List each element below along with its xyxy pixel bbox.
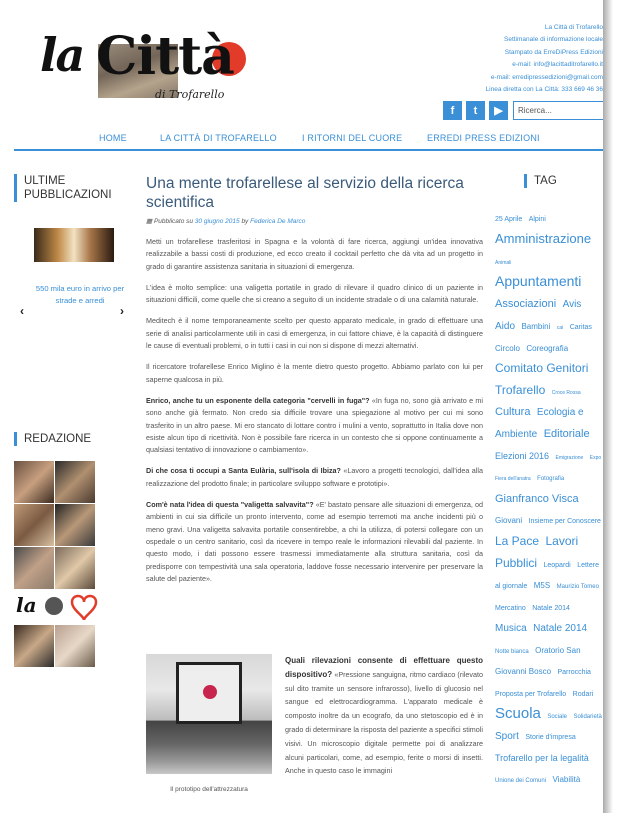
tag-link[interactable]: Lettere al giornale: [495, 561, 599, 591]
tag-link[interactable]: Maurizio Tomeo: [556, 584, 599, 591]
tag-link[interactable]: Unione dei Comuni: [495, 778, 547, 785]
tag-link[interactable]: Expo: [589, 454, 602, 461]
contact-line: Stampato da ErreDiPress Edizioni: [504, 48, 603, 56]
tag-link[interactable]: Mercatino: [495, 604, 526, 612]
twitter-icon[interactable]: t: [466, 101, 485, 120]
tag-link[interactable]: Associazioni: [495, 298, 557, 311]
monitor: [176, 662, 242, 724]
tag-link[interactable]: Croce Rossa: [551, 389, 581, 396]
qa-block: [146, 395, 483, 456]
tag-link[interactable]: La Pace: [495, 533, 540, 548]
answer: «E' bastato pensare alle situazioni di emergenza, od ambienti in cui sia difficile un pronto intervento, come ad esempio terremoti ma anche incidenti più o meno gravi. Una valigetta salvavita portatile consentirebbe, a chi la utilizza, di potersi collegare con un ospedale o un centro sanitario, così da ricevere in tempo reale le informazioni rilevabili dal paziente. In questo modo, i dati possono essere trasmessi immediatamente alla struttura sanitaria, così da predisporre con tempestività una sala operatoria, laddove fosse necessario intervenire per preservare la salute del paziente».: [146, 500, 483, 583]
staff-photo[interactable]: [55, 461, 95, 503]
slide-thumbnail[interactable]: [34, 228, 114, 262]
tag-link[interactable]: Lavori Pubblici: [495, 533, 579, 570]
contact-line: e-mail: info@lacittaditrofarello.it: [512, 61, 603, 69]
tag-link[interactable]: Trofarello per la legalità: [495, 752, 589, 763]
staff-photo[interactable]: [14, 625, 54, 667]
tag-link[interactable]: Sociale: [547, 713, 568, 720]
answer: «Pressione sanguigna, ritmo cardiaco (rilevato sul dito tramite un sensore infrarosso), livello di glucosio nel sangue ed elettrocardiogramma. L'apparato medicale è composto inoltre da un ecografo, da uno stetoscopio ed è in grado di determinare la risposta del paziente a specifici stimoli visivi. Un microscopio digitale permette poi di analizzare alcuni particolari, come, ad esempio, ferite o morsi di insetti. Anche in questo caso le immagini: [285, 669, 483, 776]
la-citta-heart-logo[interactable]: [14, 590, 96, 622]
article-paragraph: L'idea è molto semplice: una valigetta portatile in grado di rilevare il quadro clinico di un paziente in situazioni difficili, come quelle che si creano a seguito di un incidente stradale o di una calamità naturale.: [146, 282, 483, 305]
calendar-icon: ▦: [146, 218, 154, 225]
slider-prev-arrow[interactable]: ‹: [20, 304, 24, 318]
article: [146, 174, 483, 585]
staff-photo[interactable]: [14, 547, 54, 589]
article-title[interactable]: Una mente trofarellese al servizio della ricerca scientifica: [146, 175, 464, 211]
tag-link[interactable]: Aido: [495, 320, 516, 332]
article-author[interactable]: Federica De Marco: [250, 218, 306, 225]
article-figure: [146, 654, 272, 799]
contact-line: La Città di Trofarello: [544, 24, 603, 31]
tag-link[interactable]: Parrocchia: [557, 669, 591, 677]
logo-subtitle: di Trofarello: [155, 88, 225, 101]
figure-caption: Il prototipo dell'attrezzatura: [170, 786, 248, 793]
search-input[interactable]: Ricerca...: [513, 101, 606, 120]
tag-link[interactable]: Alpini: [528, 216, 546, 223]
tag-link[interactable]: Rodari: [572, 691, 594, 699]
tag-link[interactable]: Cultura: [495, 406, 531, 419]
tag-link[interactable]: Natale 2014: [532, 604, 570, 612]
article-date[interactable]: 30 giugno 2015: [194, 218, 240, 225]
answer: «Lavoro a progetti tecnologici, dall'idea alla realizzazione del prodotto finale; in particolare sviluppo software e prototipi».: [146, 466, 483, 488]
tag-link[interactable]: Elezioni 2016: [495, 450, 550, 461]
tag-link[interactable]: Circolo: [495, 343, 520, 353]
tag-link[interactable]: Solidarietà: [573, 713, 602, 720]
facebook-icon[interactable]: f: [443, 101, 462, 120]
nav-item-ritorni[interactable]: I RITORNI DEL CUORE: [302, 133, 403, 143]
tag-link[interactable]: Proposta per Trofarello: [495, 691, 567, 699]
tag-link[interactable]: Gianfranco Visca: [495, 492, 579, 505]
contact-line: Linea diretta con La Città: 333 669 46 36: [485, 86, 603, 94]
raspberry-logo-icon: [203, 685, 217, 699]
tag-link[interactable]: Bambini: [521, 321, 551, 331]
tag-link[interactable]: Notte bianca: [495, 648, 529, 655]
tag-link[interactable]: 25 Aprile: [495, 216, 523, 223]
site-logo[interactable]: [40, 22, 250, 112]
article-paragraph: Il ricercatore trofarellese Enrico Miglino è la mente dietro questo progetto. Abbiamo parlato con lui per saperne qualcosa in più.: [146, 362, 483, 384]
question: Com'è nata l'idea di questa "valigetta salvavita"?: [146, 500, 314, 510]
redazione-title: REDAZIONE: [14, 432, 124, 446]
meta-prefix: Pubblicato su: [153, 218, 193, 225]
question: Quali rilevazioni consente di effettuare questo dispositivo?: [285, 656, 483, 679]
social-links: [443, 101, 508, 120]
header-contact-info: [473, 22, 603, 96]
meta-by: by: [241, 218, 249, 225]
question: Enrico, anche tu un esponente della categoria "cervelli in fuga"?: [146, 395, 370, 405]
tag-link[interactable]: Appuntamenti: [495, 272, 582, 289]
tag-link[interactable]: Musica: [495, 623, 527, 635]
article-paragraph: Meditech è il nome temporaneamente scelto per questo apparato medicale, in grado di effettuare una serie di analisi particolarmente utili in casi di emergenza, in cui fattore chiave, è la capacità di distinguere le cause di eventuali problemi, o in tutti i casi in cui non si dispone di mezzi alternativi.: [146, 316, 483, 351]
contact-line: Settimanale di informazione locale: [504, 36, 603, 44]
latest-publications-title: ULTIME PUBBLICAZIONI: [14, 174, 129, 202]
tag-link[interactable]: Storie d'impresa: [525, 734, 576, 742]
tag-link[interactable]: Ecologia e Ambiente: [495, 407, 584, 440]
youtube-icon[interactable]: ▶: [489, 101, 508, 120]
staff-photo[interactable]: [14, 504, 54, 546]
tag-link[interactable]: Sport: [495, 731, 519, 743]
tag-link[interactable]: Animali: [495, 260, 512, 267]
question: Di che cosa ti occupi a Santa Eulària, sull'isola di Ibiza?: [146, 466, 341, 476]
answer: «In fuga no, sono già arrivato e mi sono anche già fermato. Non credo sia difficile trovare una spiegazione al motivo per cui mi sono trasferito in un altro paese. Mi ero stancato di lottare contro i mulini a vento, soprattutto in Italia dove non esiste alcun tipo di ricettività. Non è possibile fare ricerca in un contesto che si oppone continuamente a qualsiasi tentativo di innovazione o cambiamento».: [146, 395, 483, 455]
staff-photo[interactable]: [55, 547, 95, 589]
qa-block: [146, 465, 483, 490]
tag-link[interactable]: Caritas: [569, 323, 592, 331]
tag-link[interactable]: Natale 2014: [533, 623, 588, 635]
staff-photo[interactable]: [55, 504, 95, 546]
tag-title: TAG: [524, 174, 557, 188]
qa-block: [146, 499, 483, 585]
tag-link[interactable]: Editoriale: [543, 427, 590, 440]
tag-link[interactable]: Giovani: [495, 516, 523, 526]
tag-link[interactable]: Comitato Genitori: [495, 361, 589, 376]
tag-link[interactable]: Leopardi: [543, 561, 571, 569]
nav-item-citta[interactable]: LA CITTÀ DI TROFARELLO: [160, 133, 277, 143]
svg-text:la: la: [16, 593, 37, 617]
tag-link[interactable]: Trofarello: [495, 382, 546, 397]
tag-link[interactable]: Fiera dell'anatra: [495, 476, 531, 483]
left-sidebar: [14, 174, 129, 202]
staff-photo[interactable]: [55, 625, 95, 667]
staff-photo[interactable]: [14, 461, 54, 503]
slider-next-arrow[interactable]: ›: [120, 304, 124, 318]
logo-la: la: [40, 28, 84, 82]
article-meta: [146, 217, 483, 225]
contact-line: e-mail: erredipressedizioni@gmail.com: [490, 73, 603, 81]
tag-link[interactable]: Emigrazione: [555, 454, 584, 461]
tag-link[interactable]: Scuola: [495, 704, 541, 722]
tag-link[interactable]: Amministrazione: [495, 230, 592, 246]
tag-link[interactable]: cai: [556, 324, 564, 331]
tag-link[interactable]: Fotografia: [537, 476, 565, 483]
tag-link[interactable]: Oratorio San Giovanni Bosco: [495, 645, 581, 677]
nav-item-home[interactable]: HOME: [99, 133, 127, 143]
tag-cloud: [495, 206, 606, 785]
qa-block-floated: [285, 654, 483, 778]
nav-item-erredi[interactable]: ERREDI PRESS EDIZIONI: [427, 133, 540, 143]
tag-link[interactable]: M5S: [533, 581, 551, 591]
tag-link[interactable]: Coreografia: [526, 343, 569, 353]
article-paragraph: Metti un trofarellese trasferitosi in Spagna e la volontà di fare ricerca, aggiungi un'idea innovativa realizzabile a bassi costi di produzione, ed ecco creato il cocktail perfetto che dà vita ad un progetto in grado di garantire assistenza sanitaria in situazioni di emergenza.: [146, 237, 483, 271]
tag-link[interactable]: Avis: [562, 299, 582, 311]
main-navigation: [14, 127, 606, 151]
slide-caption[interactable]: 550 mila euro in arrivo per strade e arredi: [35, 284, 125, 305]
logo-citta: Città: [96, 26, 234, 87]
prototype-photo[interactable]: [146, 654, 272, 774]
tag-link[interactable]: Insieme per Conoscere: [528, 518, 601, 526]
tag-link[interactable]: Viabilità: [552, 775, 581, 785]
